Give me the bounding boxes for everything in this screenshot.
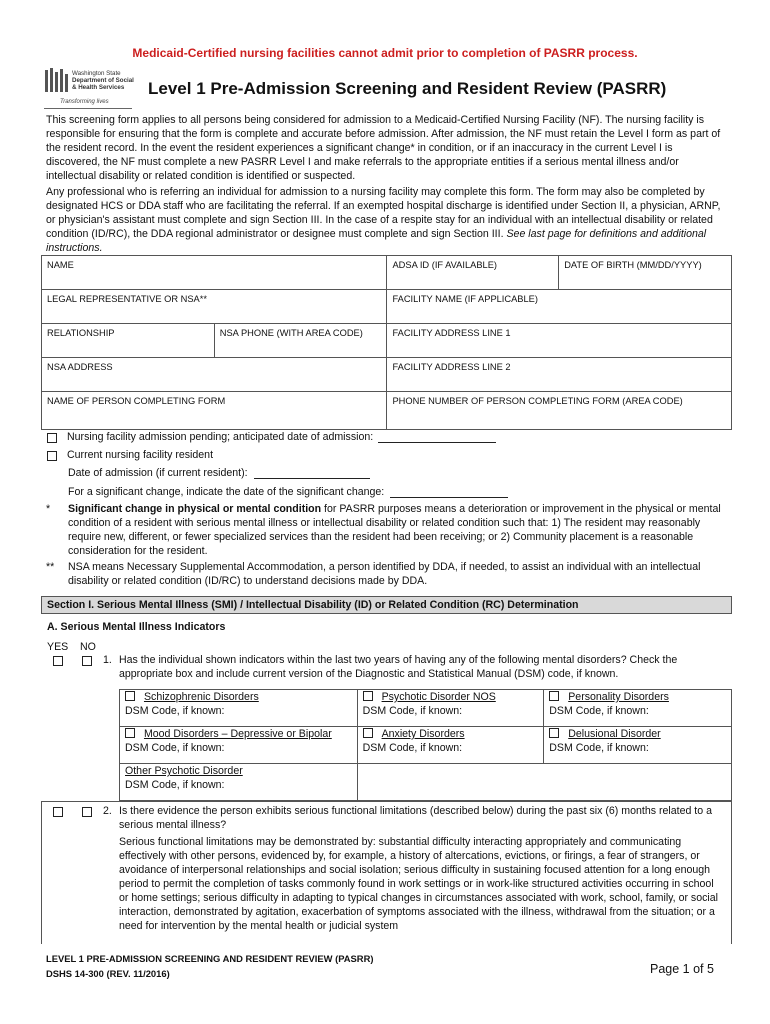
logo-text: Washington State Department of Social & Health Services	[72, 70, 134, 92]
smi-indicators-heading: A. Serious Mental Illness Indicators	[47, 621, 226, 633]
adsa-id-field[interactable]: ADSA ID (IF AVAILABLE)	[387, 256, 559, 290]
other-psychotic-label: Other Psychotic Disorder	[125, 765, 243, 777]
empty-cell	[357, 764, 731, 801]
mood-checkbox[interactable]	[125, 728, 135, 738]
facility-name-field[interactable]: FACILITY NAME (IF APPLICABLE)	[387, 290, 732, 324]
q1-text: Has the individual shown indicators within the last two years of having any of the following mental disorders? Check the appropriate box and include current version of the Diagnostic and Statistical Manual (DSM) code, if known.	[119, 654, 678, 680]
resident-info-grid	[41, 255, 732, 430]
logo-tagline: Transforming lives	[60, 99, 109, 105]
footer-form-info	[46, 951, 373, 981]
date-of-admission-input[interactable]	[254, 468, 370, 479]
delusional-checkbox[interactable]	[549, 728, 559, 738]
q2-detail: Serious functional limitations may be demonstrated by: substantial difficulty interacting appropriately and communicating effectively with other persons, evidenced by, for example, a history of altercations, evictions, or firings, a fear of strangers, or avoidance of interpersonal relationships and social isolation; serious difficulty in sustaining focused attention for a long enough period to permit the completion of tasks commonly found in work settings or in work-like structured activities occurring in school or home settings; serious difficulty in adapting to typical changes in circumstances associated with work, school, family, or social interaction, demonstrated by agitation, exacerbation of symptoms associated with the illness, withdrawal from the situation; or a need for intervention by the mental health or judicial system	[119, 836, 719, 932]
legal-rep-field[interactable]: LEGAL REPRESENTATIVE OR NSA**	[42, 290, 387, 324]
page-title: Level 1 Pre-Admission Screening and Resident Review (PASRR)	[148, 79, 667, 98]
footer-form-title: LEVEL 1 PRE-ADMISSION SCREENING AND RESIDENT REVIEW (PASRR)	[46, 953, 374, 964]
date-of-admission-row: Date of admission (if current resident):	[68, 467, 370, 481]
intro-paragraph: This screening form applies to all persons being considered for admission to a Medicaid-Certified Nursing Facility (NF). The nursing facility is responsible for ensuring that the form is complete and accurate before admission. After admission, the NF must retain the Level I form as part of the resident record. In the event the resident experiences a significant change* in condition, or if an inaccuracy in the current Level I is discovered, the NF must complete a new PASRR Level I and make referrals to the appropriate entities if a serious mental illness and/or intellectual disability or related condition is identified or suspected.	[46, 114, 721, 182]
disorder-cell: Psychotic Disorder NOS DSM Code, if known:	[357, 690, 544, 727]
nsa-note: ** NSA means Necessary Supplemental Accommodation, a person identified by DDA, if needed, to assist an individual with an intellectual disability or related condition (ID/RC) to understand decisions made by DDA.	[46, 561, 701, 587]
q2-text: Is there evidence the person exhibits serious functional limitations (described below) during the past six (6) months related to a serious mental illness?	[119, 805, 712, 831]
disorder-cell: Mood Disorders – Depressive or Bipolar DSM Code, if known:	[120, 727, 358, 764]
admission-pending-checkbox[interactable]	[47, 433, 57, 443]
referral-paragraph: Any professional who is referring an individual for admission to a nursing facility may complete this form. The form may also be completed by designated HCS or DDA staff who are facilitating the referral. If an exempted hospital discharge is identified under Section II, a physician, ARNP, or physician's assistant must complete and sign Section III. In the case of a respite stay for an individual with an intellectual disability or related condition (ID/RC), the DDA regional administrator or designee must complete and sign Section III. See last page for definitions and additional instructions.	[46, 186, 721, 254]
personality-checkbox[interactable]	[549, 691, 559, 701]
logo-divider	[44, 108, 132, 109]
disorder-cell: Delusional Disorder DSM Code, if known:	[544, 727, 732, 764]
admission-warning-banner: Medicaid-Certified nursing facilities cannot admit prior to completion of PASRR process.	[132, 46, 638, 60]
definitions-note: See last page for definitions and additional instructions.	[46, 227, 707, 254]
q1-no-checkbox[interactable]	[82, 656, 92, 666]
facility-address-2-field[interactable]: FACILITY ADDRESS LINE 2	[387, 358, 732, 392]
yes-column-label: YES	[47, 641, 69, 653]
significant-change-date-input[interactable]	[390, 487, 508, 498]
current-resident-checkbox[interactable]	[47, 451, 57, 461]
q1-number: 1.	[103, 654, 112, 666]
name-field[interactable]: NAME	[42, 256, 387, 290]
relationship-field[interactable]: RELATIONSHIP	[42, 324, 215, 358]
completer-phone-field[interactable]: PHONE NUMBER OF PERSON COMPLETING FORM (AREA CODE)	[387, 392, 732, 430]
admission-date-input[interactable]	[378, 432, 496, 443]
anxiety-checkbox[interactable]	[363, 728, 373, 738]
disorder-cell: Other Psychotic Disorder DSM Code, if known:	[120, 764, 358, 801]
schizophrenic-checkbox[interactable]	[125, 691, 135, 701]
psychotic-nos-checkbox[interactable]	[363, 691, 373, 701]
dob-field[interactable]: DATE OF BIRTH (MM/DD/YYYY)	[559, 256, 732, 290]
q1-yes-checkbox[interactable]	[53, 656, 63, 666]
disorder-cell: Schizophrenic Disorders DSM Code, if known:	[120, 690, 358, 727]
footer-form-number: DSHS 14-300 (REV. 11/2016)	[46, 968, 170, 980]
current-resident-row: Current nursing facility resident	[47, 449, 213, 463]
admission-pending-row: Nursing facility admission pending; anticipated date of admission:	[47, 431, 496, 445]
no-column-label: NO	[80, 641, 96, 653]
completer-name-field[interactable]: NAME OF PERSON COMPLETING FORM	[42, 392, 387, 430]
nsa-address-field[interactable]: NSA ADDRESS	[42, 358, 387, 392]
q2-no-checkbox[interactable]	[82, 807, 92, 817]
section-1-heading: Section I. Serious Mental Illness (SMI) / Intellectual Disability (ID) or Related Condition (RC) Determination	[41, 596, 732, 614]
disorder-table	[119, 689, 732, 801]
significant-change-row: For a significant change, indicate the date of the significant change:	[68, 486, 508, 500]
page-number: Page 1 of 5	[650, 962, 714, 976]
nsa-phone-field[interactable]: NSA PHONE (WITH AREA CODE)	[214, 324, 387, 358]
disorder-cell: Anxiety Disorders DSM Code, if known:	[357, 727, 544, 764]
q2-yes-checkbox[interactable]	[53, 807, 63, 817]
q2-number: 2.	[103, 805, 112, 817]
significant-change-note: * Significant change in physical or mental condition for PASRR purposes means a deterioration or improvement in the physical or mental condition of a resident with serious mental illness or intellectual disability or related condition such that: 1) The resident may reasonably require new, different, or fewer specialized services than the resident had been receiving; or 2) Community placement is a reasonable consideration for the resident.	[46, 503, 721, 557]
disorder-cell: Personality Disorders DSM Code, if known:	[544, 690, 732, 727]
facility-address-1-field[interactable]: FACILITY ADDRESS LINE 1	[387, 324, 732, 358]
